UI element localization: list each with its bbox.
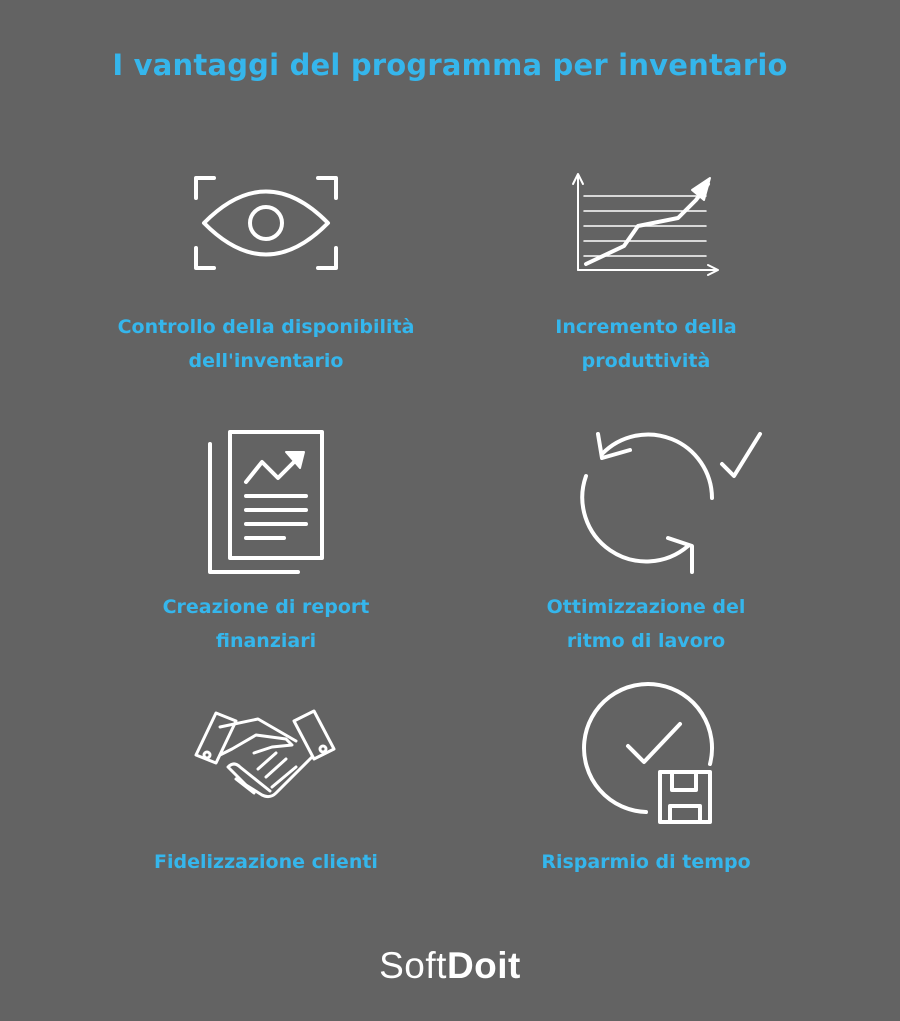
benefit-label: Fidelizzazione clienti bbox=[154, 851, 378, 873]
benefit-label: Incremento della produttività bbox=[555, 316, 737, 372]
financial-report-icon bbox=[176, 430, 356, 570]
eye-scan-icon bbox=[176, 170, 356, 310]
logo-part-doit: Doit bbox=[446, 945, 521, 986]
softdoit-logo bbox=[0, 945, 900, 987]
growth-chart-icon bbox=[556, 170, 736, 310]
benefit-label: Risparmio di tempo bbox=[541, 851, 751, 873]
clock-save-icon bbox=[556, 690, 736, 830]
refresh-check-icon bbox=[556, 430, 736, 570]
benefit-label: Creazione di report finanziari bbox=[162, 596, 370, 652]
benefit-label: Ottimizzazione del ritmo di lavoro bbox=[546, 596, 746, 652]
handshake-icon bbox=[176, 705, 356, 845]
logo-part-soft: Soft bbox=[379, 945, 447, 986]
benefit-label: Controllo della disponibilità dell'inventario bbox=[117, 316, 415, 372]
page-title: I vantaggi del programma per inventario bbox=[112, 48, 788, 82]
